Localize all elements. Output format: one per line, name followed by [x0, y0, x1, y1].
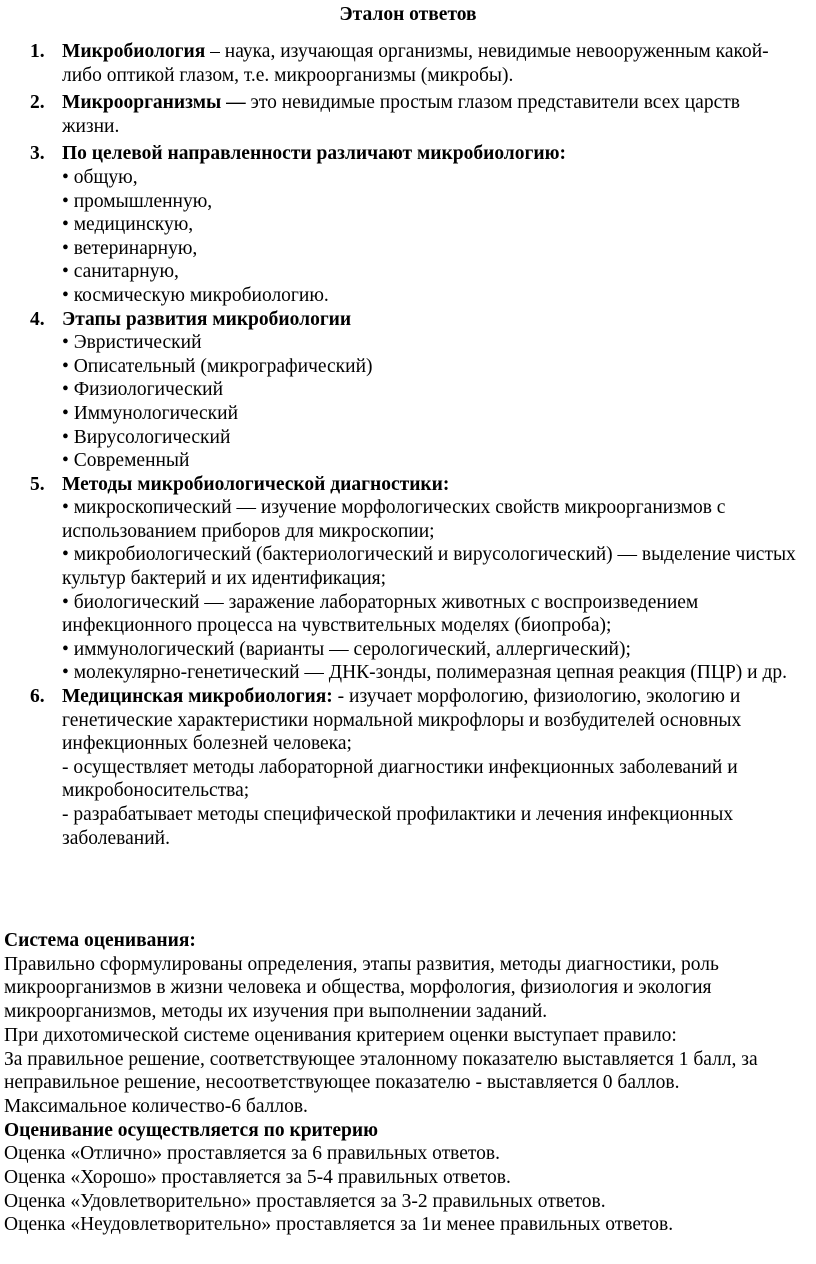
- list-item: • Физиологический: [62, 379, 224, 401]
- list-item: • Вирусологический: [62, 426, 231, 448]
- document-title: Эталон ответов: [339, 4, 477, 25]
- item-number: 4.: [30, 308, 45, 330]
- item-heading: Медицинская микробиология:: [62, 686, 333, 708]
- item-number: 3.: [30, 143, 45, 165]
- list-item: • санитарную,: [62, 261, 179, 283]
- answer-item-6: [0, 685, 800, 850]
- scoring-paragraph: При дихотомической системе оценивания критерием оценки выступает правило:: [4, 1024, 677, 1046]
- list-item: • ветеринарную,: [62, 237, 198, 259]
- list-item: • общую,: [62, 166, 138, 188]
- max-score: Максимальное количество-6 баллов.: [4, 1095, 308, 1117]
- item-number: 2.: [30, 92, 45, 114]
- list-item: • Современный: [62, 450, 190, 472]
- item-text: - изучает морфологию, физиологию, экологию и генетические характеристики нормальной микрофлоры и возбудителей основных инфекционных болезней человека;: [62, 686, 742, 755]
- list-item: • медицинскую,: [62, 214, 194, 236]
- scoring-section: [4, 929, 812, 1237]
- list-item: • молекулярно-генетический — ДНК-зонды, полимеразная цепная реакция (ПЦР) и др.: [62, 662, 788, 684]
- list-item: • промышленную,: [62, 190, 213, 212]
- answer-item-1: [0, 40, 800, 87]
- item-number: 5.: [30, 473, 45, 495]
- list-item: • биологический — заражение лабораторных животных с воспроизведением инфекционного процесса на чувствительных моделях (биопроба);: [62, 591, 699, 637]
- grade-line: Оценка «Отлично» проставляется за 6 правильных ответов.: [4, 1143, 501, 1165]
- list-item: • Иммунологический: [62, 402, 239, 424]
- item-heading: Микробиология: [62, 41, 206, 62]
- list-item: - осуществляет методы лабораторной диагностики инфекционных заболеваний и микробоносительства;: [62, 756, 738, 802]
- answer-item-3: [0, 142, 800, 307]
- item-number: 1.: [30, 41, 45, 62]
- item-heading: Микроорганизмы —: [62, 92, 246, 114]
- grade-line: Оценка «Неудовлетворительно» проставляется за 1и менее правильных ответов.: [4, 1214, 674, 1236]
- list-item: • Эвристический: [62, 332, 202, 354]
- item-heading: По целевой направленности различают микробиологию:: [62, 143, 566, 165]
- scoring-paragraph: За правильное решение, соответствующее эталонному показателю выставляется 1 балл, за неправильное решение, несоответствующее показателю - выставляется 0 баллов.: [4, 1048, 758, 1094]
- item-text: – наука, изучающая организмы, невидимые невооруженным какой-либо оптикой глазом, т.е. микроорганизмы (микробы).: [62, 41, 769, 86]
- item-heading: Этапы развития микробиологии: [62, 308, 352, 330]
- answer-item-4: [0, 308, 800, 473]
- answer-item-2: [0, 91, 800, 138]
- list-item: • микробиологический (бактериологический и вирусологический) — выделение чистых культур бактерий и их идентификация;: [62, 544, 796, 590]
- grade-line: Оценка «Хорошо» проставляется за 5-4 правильных ответов.: [4, 1167, 511, 1189]
- list-item: • Описательный (микрографический): [62, 355, 373, 377]
- list-item: - разрабатывает методы специфической профилактики и лечения инфекционных заболеваний.: [62, 804, 734, 849]
- item-number: 6.: [30, 686, 45, 708]
- item-text: это невидимые простым глазом представители всех царств жизни.: [62, 92, 740, 137]
- answer-item-5: [0, 473, 800, 685]
- grade-line: Оценка «Удовлетворительно» проставляется за 3-2 правильных ответов.: [4, 1190, 606, 1212]
- item-heading: Методы микробиологической диагностики:: [62, 473, 450, 495]
- answers-list: [0, 40, 800, 850]
- list-item: • микроскопический — изучение морфологических свойств микроорганизмов с использованием приборов для микроскопии;: [62, 497, 726, 542]
- list-item: • космическую микробиологию.: [62, 284, 329, 306]
- list-item: • иммунологический (варианты — серологический, аллергический);: [62, 638, 631, 660]
- scoring-paragraph: Правильно сформулированы определения, этапы развития, методы диагностики, роль микроорганизмов в жизни человека и общества, морфология, физиология и экология микроорганизмов, методы их изучения при выполнении заданий.: [4, 953, 719, 1023]
- criteria-heading: Оценивание осуществляется по критерию: [4, 1119, 379, 1141]
- scoring-heading: Система оценивания:: [4, 930, 196, 951]
